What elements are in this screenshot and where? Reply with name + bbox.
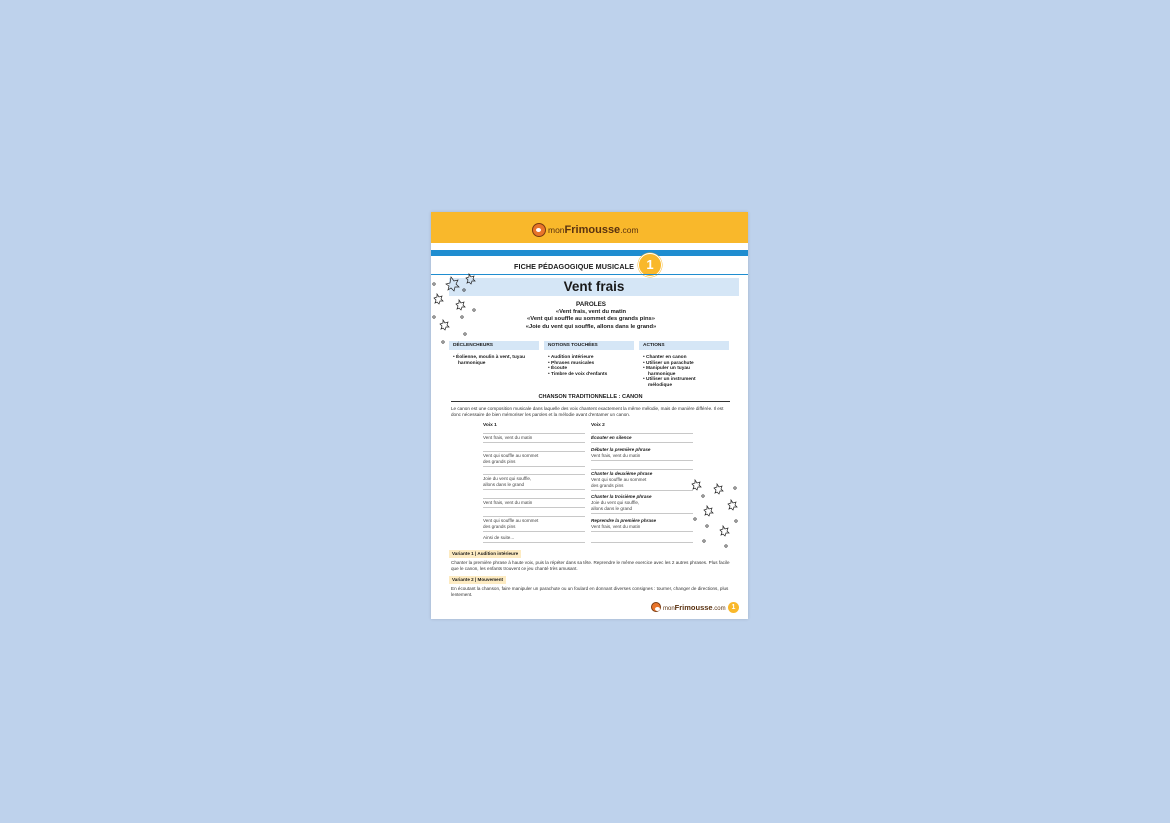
snowflake-decoration-right [689,476,739,556]
section-intro: Le canon est une composition musicale dans laquelle des voix chantent exactement la même mélodie, mais de manière différée. Il est donc nécessaire de bien mémoriser les paroles et la mélodie avant d'entamer un canon. [451,406,724,417]
voix2-line: Vent frais, vent du matin [591,453,641,458]
list-item: • Timbre de voix d'enfants [548,372,630,378]
voix1-line: Vent frais, vent du matin [483,500,533,505]
voix1-rule [483,507,585,508]
list-item: • Audition intérieure [548,355,630,361]
voix1-line: des grands pins [483,524,516,529]
voix2-instruction: Débuter la première phrase [591,447,651,452]
voix2-heading: Voix 2 [591,423,605,428]
list-item: • Chanter en canon [643,355,709,361]
voix2-instruction: Chanter la deuxième phrase [591,471,653,476]
voix2-instruction: Écouter en silence [591,435,632,440]
voix1-line: Vent qui souffle au sommet [483,453,539,458]
declencheurs-list [453,355,535,366]
lyrics-line: «Joie du vent qui souffle, allons dans le grand» [525,323,657,330]
lyrics-line: «Vent frais, vent du matin [555,308,627,315]
mascot-icon [532,223,546,237]
voix1-rule [483,516,585,517]
voix2-line: Vent frais, vent du matin [591,524,641,529]
voix1-rule [483,433,585,434]
list-item: • Manipuler un tuyau harmonique [643,366,709,377]
blue-band [431,250,748,256]
voix1-heading: Voix 1 [483,423,497,428]
mascot-icon [651,602,661,612]
section-divider [451,401,730,402]
voix2-rule [591,490,693,491]
voix2-rule [591,513,693,514]
snowflake-decoration-top-left [431,272,481,352]
brand-logo[interactable] [532,222,639,238]
voix2-rule [591,433,693,434]
voix2-line: des grands pins [591,483,624,488]
voix1-rule [483,489,585,490]
page-number: 1 [728,602,739,613]
voix2-instruction: Reprendre la première phrase [591,518,657,523]
voix2-rule [591,442,693,443]
voix2-rule [591,531,693,532]
voix1-line: allons dans le grand [483,482,525,487]
brand-name: monFrimousse.com [548,224,639,236]
fiche-label: FICHE PÉDAGOGIQUE MUSICALE [514,262,635,271]
column-heading-actions: ACTIONS [639,341,729,350]
lyrics-heading: PAROLES [576,301,606,308]
list-item: • Utiliser un instrument mélodique [643,377,709,388]
notions-list [548,355,630,377]
voix1-rule [483,442,585,443]
voix2-rule [591,469,693,470]
worksheet-page [431,212,748,619]
section-title: CHANSON TRADITIONNELLE : CANON [538,394,643,400]
voix2-instruction: Chanter la troisième phrase [591,494,652,499]
variant-2-label: Variante 2 | Mouvement [449,576,506,584]
fiche-number-badge: 1 [638,253,662,277]
variant-1-label: Variante 1 | Audition intérieure [449,550,521,558]
page-header [431,212,748,243]
list-item: • Écoute [548,366,630,372]
column-heading-declencheurs: DÉCLENCHEURS [449,341,539,350]
page-title: Vent frais [563,279,625,294]
lyrics-block [491,301,691,331]
voix2-line: allons dans le grand [591,506,633,511]
voix1-rule [483,542,585,543]
list-item: • Éolienne, moulin à vent, tuyau harmonique [453,355,535,366]
footer-logo[interactable] [651,601,726,613]
voix1-line: Joie du vent qui souffle, [483,476,532,481]
list-item: • Utiliser un parachute [643,361,709,367]
voix1-rule [483,474,585,475]
voix1-line: des grands pins [483,459,516,464]
voix1-rule [483,466,585,467]
variant-1-text: Chanter la première phrase à haute voix, puis la répéter dans sa tête. Reprendre le même exercice avec les 2 autres phrases. Plus facile que le canon, les enfants trouvent ce jeu chanté très amusant. [451,560,730,571]
variant-2-text: En écoutant la chanson, faire manipuler un parachute ou un foulard en donnant diverses consignes : tourner, changer de directions, plus lentement. [451,586,729,597]
voix1-line: Vent frais, vent du matin [483,435,533,440]
footer-brand-name: monFrimousse.com [663,602,726,612]
voix1-rule [483,451,585,452]
actions-list [643,355,709,389]
voix1-rule [483,531,585,532]
voix1-rule [483,498,585,499]
voix1-line: Ainsi de suite... [483,535,515,540]
voix2-rule [591,542,693,543]
voix1-line: Vent qui souffle au sommet [483,518,539,523]
lyrics-line: «Vent qui souffle au sommet des grands pins» [527,316,655,322]
voix2-line: Vent qui souffle au sommet [591,477,647,482]
column-heading-notions: NOTIONS TOUCHÉES [544,341,634,350]
title-band [449,278,739,296]
voix2-line: Joie du vent qui souffle, [591,500,640,505]
voix2-rule [591,460,693,461]
list-item: • Phrases musicales [548,361,630,367]
